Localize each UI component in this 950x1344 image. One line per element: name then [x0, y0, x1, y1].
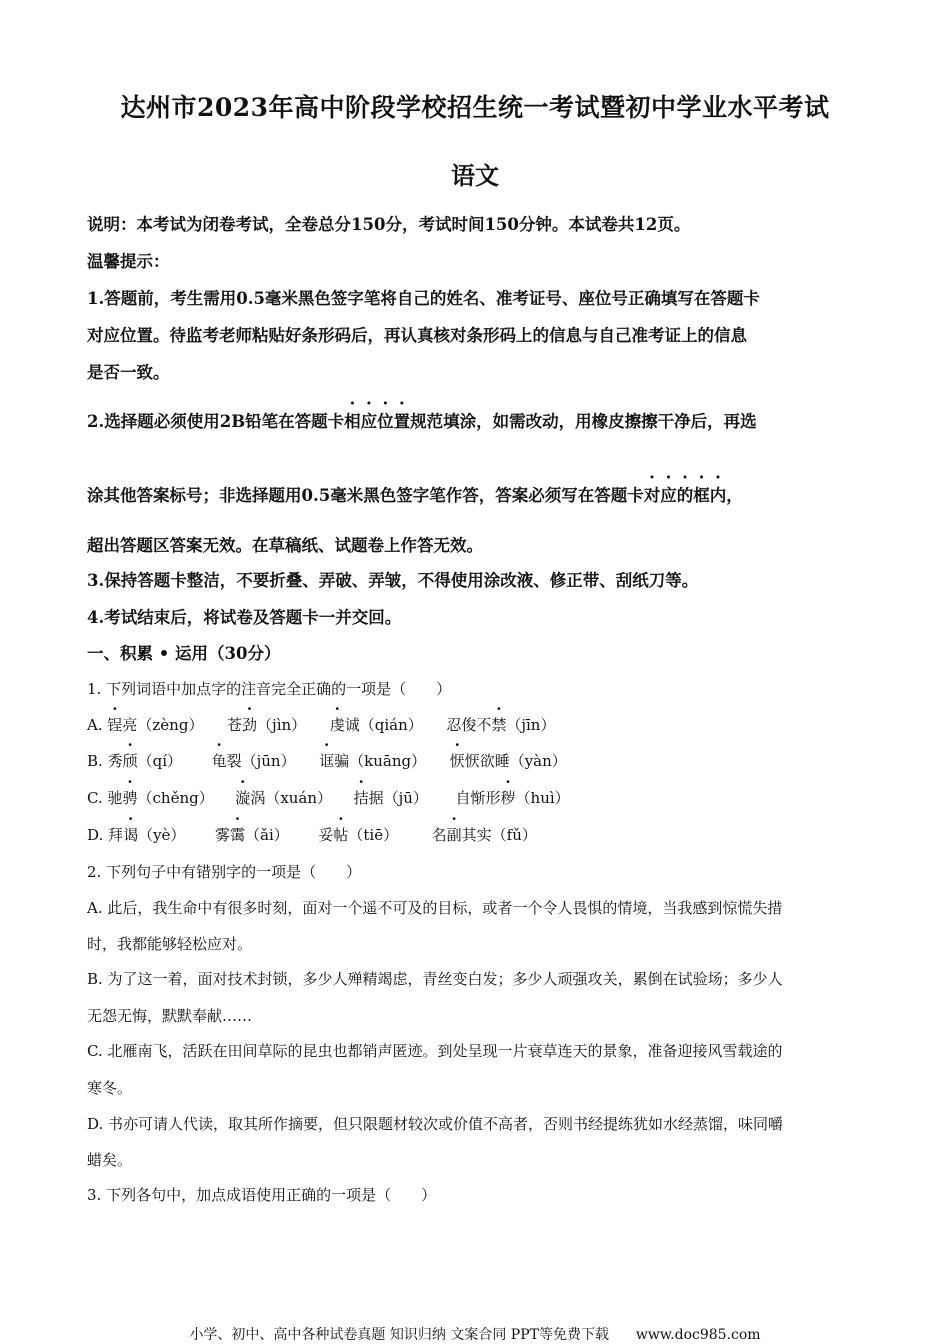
dotted-char: 劲 [242, 716, 258, 734]
option-word: 妥 [318, 826, 334, 844]
question-1-option-b [87, 750, 867, 771]
dotted-char: 拮 [353, 789, 369, 807]
question-2-option-a-line-2: 时，我都能够轻松应对。 [87, 935, 253, 953]
tip-2-text: 规范填涂，如需改动，用橡皮擦擦干净后，再选 [410, 412, 757, 431]
dotted-char: 锃 [107, 716, 123, 734]
footer-site: www.doc985.com [635, 1327, 761, 1343]
dotted-char: 秽 [500, 789, 516, 807]
question-2-stem: 2. 下列句子中有错别字的一项是（ ） [87, 863, 362, 881]
question-2-option-c-line-2: 寒冬。 [87, 1079, 133, 1097]
question-2-option-d-line-1: D. 书亦可请人代读，取其所作摘要，但只限题材较次或价值不高者，否则书经提练犹如水经蒸馏，味同嚼 [87, 1115, 784, 1133]
question-2-option-d-line-2: 蜡矣。 [87, 1151, 133, 1169]
option-word: （jīn） [506, 716, 556, 734]
emphasis-char: 置 [393, 412, 411, 431]
question-1-option-d [87, 824, 867, 845]
question-3-stem: 3. 下列各句中，加点成语使用正确的一项是（ ） [87, 1186, 437, 1204]
question-2-option-c-line-1: C. 北雁南飞，活跃在田间草际的昆虫也都销声匿迹。到处呈现一片衰草连天的景象，准备迎接风雪载途的 [87, 1042, 783, 1060]
option-word: 名 [431, 826, 447, 844]
question-1-stem: 1. 下列词语中加点字的注音完全正确的一项是（ ） [87, 680, 452, 698]
dotted-char: 漩 [235, 789, 251, 807]
option-word: 忍俊不 [446, 716, 492, 734]
tip-3: 3.保持答题卡整洁，不要折叠、弄破、弄皱，不得使用涂改液、修正带、刮纸刀等。 [87, 571, 699, 590]
option-word: 涡（xuán） [250, 789, 333, 807]
tip-1-line-2: 对应位置。待监考老师粘贴好条形码后，再认真核对条形码上的信息与自己准考证上的信息 [87, 326, 747, 345]
dotted-char: 恹 [449, 752, 465, 770]
dotted-char: 骋 [122, 789, 138, 807]
dotted-char: 诓 [319, 752, 335, 770]
option-word: （chěng） [137, 789, 214, 807]
dotted-char: 虔 [329, 716, 345, 734]
question-2-option-a-line-1: A. 此后，我生命中有很多时刻，面对一个遥不可及的目标，或者一个令人畏惧的情境，当我感到惊慌失措 [87, 899, 783, 917]
option-label: D. [87, 826, 104, 844]
option-word: 诚（qián） [344, 716, 423, 734]
page-footer [0, 1324, 950, 1344]
tip-1-line-3: 是否一致。 [87, 363, 170, 382]
option-label: B. [87, 752, 103, 770]
option-word: 据（jū） [368, 789, 428, 807]
dotted-char: 霭 [230, 826, 246, 844]
option-word: 秀 [107, 752, 123, 770]
option-word: 恹欲睡（yàn） [464, 752, 567, 770]
tip-1-line-1: 1.答题前，考生需用0.5毫米黑色签字笔将自己的姓名、准考证号、座位号正确填写在答题卡 [87, 289, 760, 308]
emphasis-char: 内 [709, 486, 727, 505]
emphasis-char: 位 [377, 412, 394, 431]
tip-2-text: ， [726, 486, 743, 505]
dotted-char: 禁 [491, 716, 507, 734]
option-label: A. [87, 716, 103, 734]
emphasis-char: 对 [643, 486, 661, 505]
question-2-option-b-line-1: B. 为了这一着，面对技术封锁，多少人殚精竭虑，青丝变白发；多少人顽强攻关，累倒在试验场；多少人 [87, 970, 783, 988]
option-word: 裂（jūn） [226, 752, 296, 770]
option-word: 苍 [227, 716, 243, 734]
option-word: （huì） [515, 789, 570, 807]
tip-2-line-3: 超出答题区答案无效。在草稿纸、试题卷上作答无效。 [87, 536, 483, 555]
tip-2-text: 2.选择题必须使用2B铅笔在答题卡 [87, 412, 345, 431]
tip-2-line-2 [87, 482, 867, 506]
tip-4: 4.考试结束后，将试卷及答题卡一并交回。 [87, 608, 402, 627]
dotted-char: 副 [446, 826, 462, 844]
dotted-char: 帖 [333, 826, 349, 844]
option-word: 雾 [215, 826, 231, 844]
option-word: 亮（zèng） [122, 716, 204, 734]
tip-2-text: 涂其他答案标号；非选择题用0.5毫米黑色签字笔作答，答案必须写在答题卡 [87, 486, 644, 505]
option-word: （jìn） [257, 716, 307, 734]
option-word: （tiē） [348, 826, 399, 844]
footer-text: 小学、初中、高中各种试卷真题 知识归纳 文案合同 PPT等免费下载 [189, 1327, 609, 1343]
exam-title: 达州市2023年高中阶段学校招生统一考试暨初中学业水平考试 [120, 93, 830, 122]
section-1-heading: 一、积累 • 运用（30分） [87, 644, 281, 663]
option-word: （ǎi） [245, 826, 289, 844]
subject-title: 语文 [451, 161, 499, 190]
tips-heading: 温馨提示： [87, 252, 170, 271]
dotted-char: 谒 [123, 826, 139, 844]
emphasis-char: 应 [660, 486, 677, 505]
question-2-option-b-line-2: 无怨无悔，默默奉献…… [87, 1007, 253, 1025]
option-word: （yè） [138, 826, 186, 844]
option-word: 骗（kuāng） [334, 752, 427, 770]
question-1-option-c [87, 787, 867, 808]
question-1-option-a [87, 714, 867, 735]
option-word: 拜 [108, 826, 124, 844]
emphasis-char: 的 [676, 486, 694, 505]
emphasis-char: 相 [344, 412, 361, 431]
exam-note: 说明：本考试为闭卷考试，全卷总分150分，考试时间150分钟。本试卷共12页。 [87, 215, 691, 234]
emphasis-char: 应 [360, 412, 378, 431]
option-word: 驰 [107, 789, 123, 807]
dotted-char: 龟 [211, 752, 227, 770]
option-word: 其实（fǔ） [461, 826, 537, 844]
dotted-char: 颀 [122, 752, 138, 770]
tip-2-line-1 [87, 408, 867, 432]
option-word: （qí） [137, 752, 183, 770]
option-label: C. [87, 789, 103, 807]
option-word: 自惭形 [455, 789, 501, 807]
emphasis-char: 框 [693, 486, 710, 505]
